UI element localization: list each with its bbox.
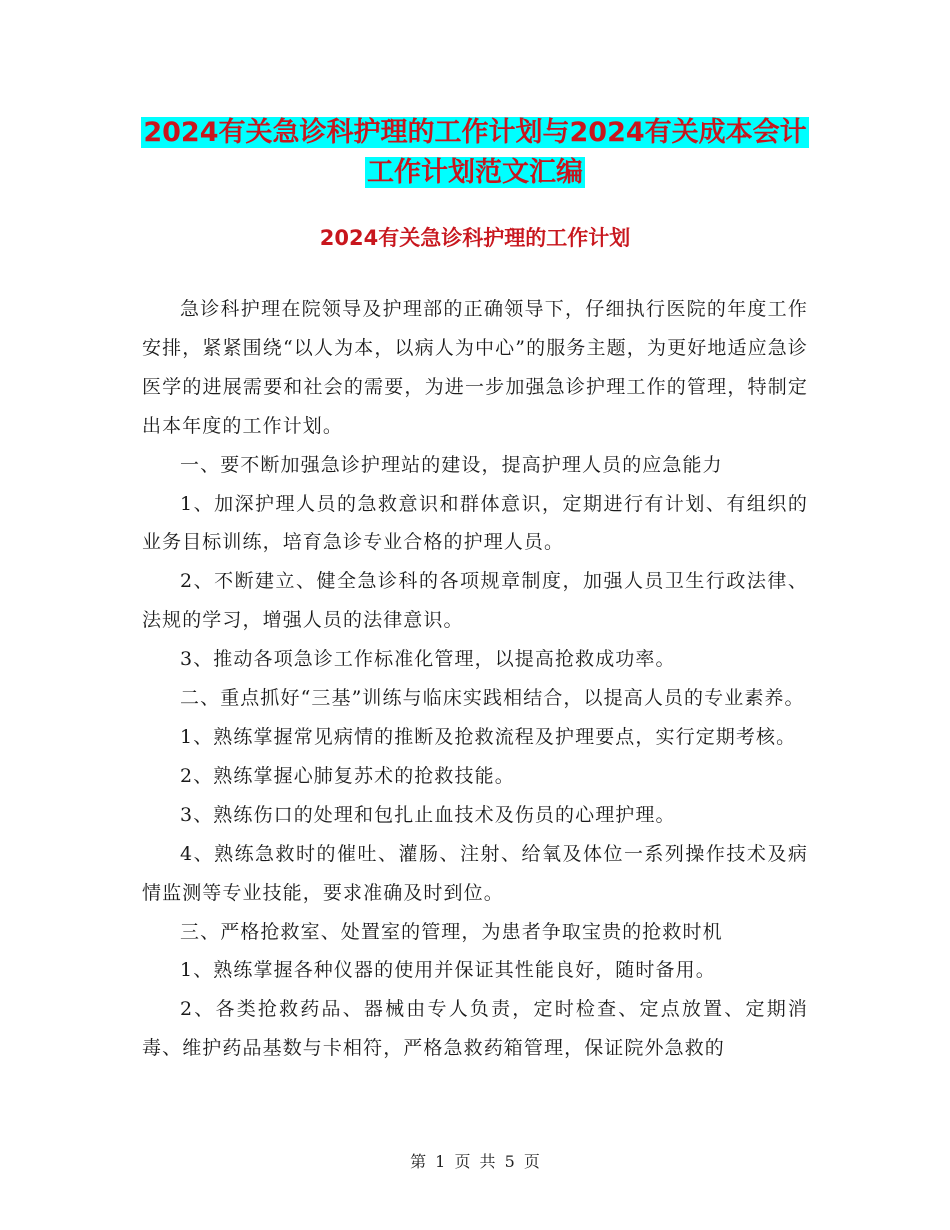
- paragraph: 急诊科护理在院领导及护理部的正确领导下，仔细执行医院的年度工作安排，紧紧围绕“以人为本，以病人为中心”的服务主题，为更好地适应急诊医学的进展需要和社会的需要，为进一步加强急诊护理工作的管理，特制定出本年度的工作计划。: [142, 298, 808, 437]
- section-title: 2024有关急诊科护理的工作计划: [319, 226, 631, 250]
- paragraph: 2、熟练掌握心肺复苏术的抢救技能。: [180, 764, 515, 787]
- paragraph: 4、熟练急救时的催吐、灌肠、注射、给氧及体位一系列操作技术及病情监测等专业技能，要求准确及时到位。: [142, 842, 808, 904]
- document-title-line-1: [0, 113, 950, 153]
- page-number-footer: 第 1 页 共 5 页: [410, 1152, 540, 1171]
- paragraph: 2、不断建立、健全急诊科的各项规章制度，加强人员卫生行政法律、法规的学习，增强人员的法律意识。: [142, 570, 808, 632]
- paragraph: 3、熟练伤口的处理和包扎止血技术及伤员的心理护理。: [180, 803, 676, 826]
- document-title-line-2: [0, 153, 950, 193]
- document-title-text-1: 2024有关急诊科护理的工作计划与2024有关成本会计: [143, 117, 807, 148]
- paragraph: 1、熟练掌握各种仪器的使用并保证其性能良好，随时备用。: [180, 959, 716, 982]
- paragraph: 1、加深护理人员的急救意识和群体意识，定期进行有计划、有组织的业务目标训练，培育急诊专业合格的护理人员。: [142, 492, 808, 554]
- paragraph: 二、重点抓好“三基”训练与临床实践相结合，以提高人员的专业素养。: [180, 687, 805, 710]
- paragraph: 一、要不断加强急诊护理站的建设，提高护理人员的应急能力: [180, 453, 723, 476]
- paragraph: 2、各类抢救药品、器械由专人负责，定时检查、定点放置、定期消毒、维护药品基数与卡相符，严格急救药箱管理，保证院外急救的: [142, 998, 808, 1060]
- document-title-text-2: 工作计划范文汇编: [367, 157, 583, 188]
- paragraph: 三、严格抢救室、处置室的管理，为患者争取宝贵的抢救时机: [180, 920, 723, 943]
- paragraph: 3、推动各项急诊工作标准化管理，以提高抢救成功率。: [180, 648, 676, 671]
- paragraph: 1、熟练掌握常见病情的推断及抢救流程及护理要点，实行定期考核。: [180, 725, 797, 748]
- document-body: [142, 290, 808, 1068]
